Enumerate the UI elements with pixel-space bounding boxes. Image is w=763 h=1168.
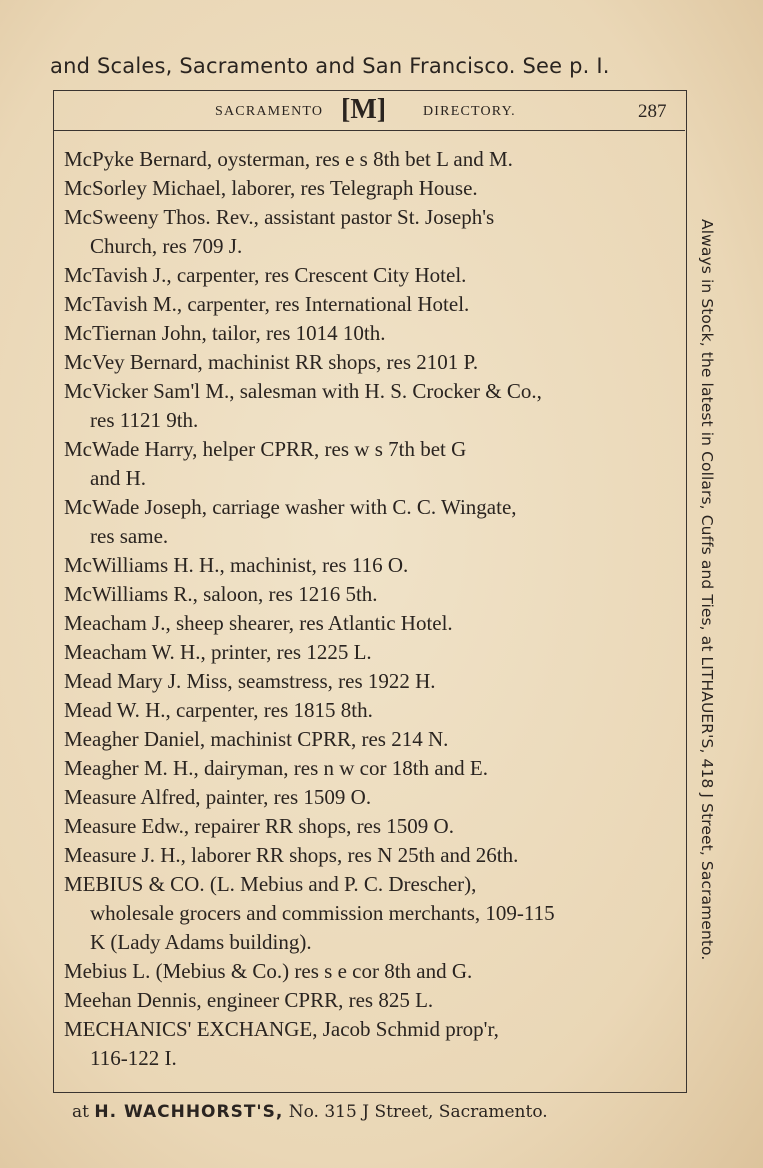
- directory-entry-line: McWade Harry, helper CPRR, res w s 7th bet G: [64, 437, 467, 461]
- bottom-advertisement: [72, 1102, 692, 1122]
- directory-entry-line: Mead W. H., carpenter, res 1815 8th.: [64, 698, 373, 722]
- running-header: [53, 92, 685, 131]
- directory-entry-line: Measure Edw., repairer RR shops, res 1509 O.: [64, 814, 454, 838]
- directory-entry-line: McWilliams H. H., machinist, res 116 O.: [64, 553, 409, 577]
- directory-entry-line: Measure Alfred, painter, res 1509 O.: [64, 785, 372, 809]
- directory-entry-line: McTavish M., carpenter, res International Hotel.: [64, 292, 470, 316]
- header-letter: [M]: [341, 94, 387, 125]
- directory-entry-line: McVicker Sam'l M., salesman with H. S. Crocker & Co.,: [64, 379, 542, 403]
- directory-entry-line: Measure J. H., laborer RR shops, res N 25th and 26th.: [64, 843, 519, 867]
- directory-entry-line: MEBIUS & CO. (L. Mebius and P. C. Drescher),: [64, 872, 477, 896]
- directory-entry-line: Meacham J., sheep shearer, res Atlantic Hotel.: [64, 611, 453, 635]
- directory-entry-line: McWilliams R., saloon, res 1216 5th.: [64, 582, 378, 606]
- directory-entry-line: McSorley Michael, laborer, res Telegraph House.: [64, 176, 478, 200]
- directory-entry-line: Meagher M. H., dairyman, res n w cor 18th and E.: [64, 756, 488, 780]
- top-advertisement: and Scales, Sacramento and San Francisco. See p. I.: [50, 54, 610, 78]
- directory-entry-line: Mebius L. (Mebius & Co.) res s e cor 8th and G.: [64, 959, 473, 983]
- bottom-ad-prefix: at: [72, 1102, 89, 1122]
- side-advertisement: [688, 160, 726, 1020]
- directory-entry-line: McVey Bernard, machinist RR shops, res 2101 P.: [64, 350, 479, 374]
- header-title: DIRECTORY.: [423, 104, 516, 119]
- directory-entry-line: K (Lady Adams building).: [90, 930, 312, 954]
- directory-entries: [64, 145, 670, 1073]
- bottom-ad-name: H. WACHHORST'S,: [94, 1102, 284, 1122]
- directory-entry-line: Church, res 709 J.: [90, 234, 243, 258]
- page-number: 287: [638, 101, 667, 122]
- directory-entry-line: Meacham W. H., printer, res 1225 L.: [64, 640, 372, 664]
- directory-entry-line: res same.: [90, 524, 169, 548]
- directory-entry-line: McTiernan John, tailor, res 1014 10th.: [64, 321, 386, 345]
- bottom-ad-address: No. 315 J Street, Sacramento.: [288, 1102, 548, 1122]
- directory-entry-line: wholesale grocers and commission merchants, 109-115: [90, 901, 555, 925]
- directory-entry-line: Meehan Dennis, engineer CPRR, res 825 L.: [64, 988, 434, 1012]
- directory-entry-line: McPyke Bernard, oysterman, res e s 8th bet L and M.: [64, 147, 513, 171]
- header-city: SACRAMENTO: [215, 104, 324, 119]
- directory-entry-line: MECHANICS' EXCHANGE, Jacob Schmid prop'r,: [64, 1017, 499, 1041]
- side-advertisement-text: Always in Stock, the latest in Collars, Cuffs and Ties, at LITHAUER'S, 418 J Street, Sacramento.: [698, 219, 716, 961]
- directory-entry-line: Mead Mary J. Miss, seamstress, res 1922 H.: [64, 669, 436, 693]
- directory-entry-line: McWade Joseph, carriage washer with C. C. Wingate,: [64, 495, 517, 519]
- directory-entry-line: and H.: [90, 466, 146, 490]
- directory-entry-line: McTavish J., carpenter, res Crescent City Hotel.: [64, 263, 467, 287]
- directory-entry-line: 116-122 I.: [90, 1046, 177, 1070]
- directory-entry-line: res 1121 9th.: [90, 408, 199, 432]
- directory-entry-line: McSweeny Thos. Rev., assistant pastor St. Joseph's: [64, 205, 495, 229]
- directory-entry-line: Meagher Daniel, machinist CPRR, res 214 N.: [64, 727, 449, 751]
